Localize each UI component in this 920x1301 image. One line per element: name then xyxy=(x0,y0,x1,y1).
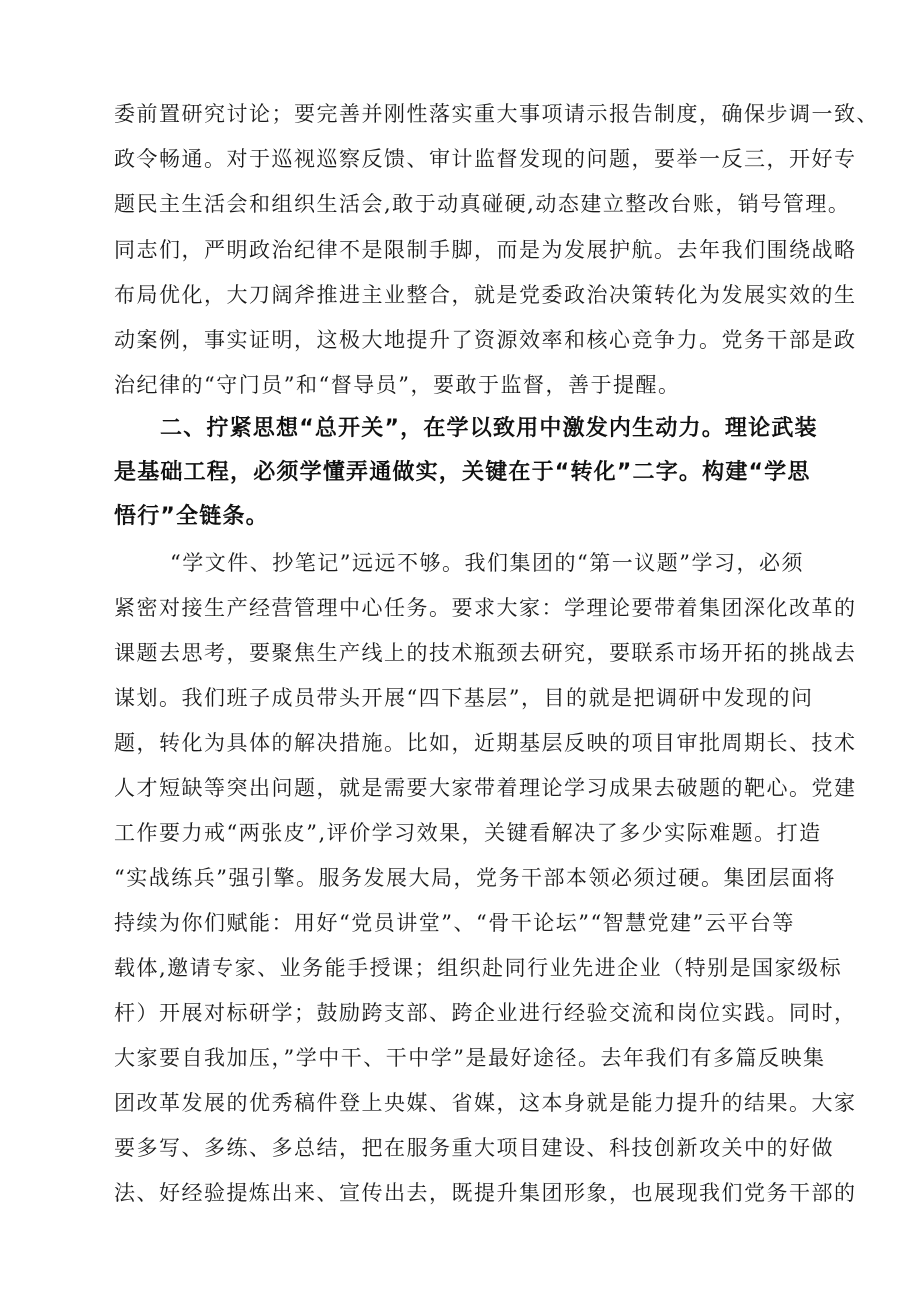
body-text-line: 布局优化，大刀阔斧推进主业整合，就是党委政治决策转化为发展实效的生 xyxy=(114,283,857,307)
body-text-line: 题民主生活会和组织生活会,敢于动真碰硬,动态建立整改台账，销号管理。 xyxy=(114,192,851,216)
body-text-line: 杆）开展对标研学；鼓励跨支部、跨企业进行经验交流和岗位实践。同时， xyxy=(114,1001,857,1025)
section-heading-line: 是基础工程，必须学懂弄通做实，关键在于“转化”二字。构建“学思 xyxy=(114,460,811,485)
body-text-line: 政令畅通。对于巡视巡察反馈、审计监督发现的问题，要举一反三，开好专 xyxy=(114,147,857,171)
body-text-line: “学文件、抄笔记”远远不够。我们集团的“第一议题”学习，必须 xyxy=(170,551,804,575)
body-text-line: 课题去思考，要聚焦生产线上的技术瓶颈去研究，要联系市场开拓的挑战去 xyxy=(114,641,857,665)
body-text-line: 持续为你们赋能：用好“党员讲堂”、“骨干论坛”“智慧党建”云平台等 xyxy=(114,911,795,935)
body-text-line: 紧密对接生产经营管理中心任务。要求大家：学理论要带着集团深化改革的 xyxy=(114,596,857,620)
body-text-line: 人才短缺等突出问题，就是需要大家带着理论学习成果去破题的靶心。党建 xyxy=(114,776,857,800)
body-text-line: 大家要自我加压，”学中干、干中学”是最好途径。去年我们有多篇反映集 xyxy=(114,1046,826,1070)
body-text-line: 委前置研究讨论；要完善并刚性落实重大事项请示报告制度，确保步调一致、 xyxy=(114,102,879,126)
body-text-line: 法、好经验提炼出来、宣传出去，既提升集团形象，也展现我们党务干部的 xyxy=(114,1181,857,1205)
body-text-line: 团改革发展的优秀稿件登上央媒、省媒，这本身就是能力提升的结果。大家 xyxy=(114,1091,857,1115)
body-text-line: 题，转化为具体的解决措施。比如，近期基层反映的项目审批周期长、技术 xyxy=(114,731,857,755)
section-heading-line: 二、拧紧思想“总开关”，在学以致用中激发内生动力。理论武装 xyxy=(160,416,818,441)
body-text-line: 谋划。我们班子成员带头开展“四下基层”，目的就是把调研中发现的问 xyxy=(114,686,814,710)
body-text-line: 同志们，严明政治纪律不是限制手脚，而是为发展护航。去年我们围绕战略 xyxy=(114,238,857,262)
body-text-line: 要多写、多练、多总结，把在服务重大项目建设、科技创新攻关中的好做 xyxy=(114,1136,834,1160)
body-text-line: 动案例，事实证明，这极大地提升了资源效率和核心竞争力。党务干部是政 xyxy=(114,328,857,352)
body-text-line: 工作要力戒“两张皮”,评价学习效果，关键看解决了多少实际难题。打造 xyxy=(114,821,822,845)
body-text-line: “实战练兵”强引擎。服务发展大局，党务干部本领必须过硬。集团层面将 xyxy=(114,866,836,890)
section-heading-line: 悟行”全链条。 xyxy=(114,504,269,529)
body-text-line: 载体,邀请专家、业务能手授课；组织赴同行业先进企业（特别是国家级标 xyxy=(114,956,843,980)
body-text-line: 治纪律的“守门员”和“督导员”，要敢于监督，善于提醒。 xyxy=(114,373,681,397)
